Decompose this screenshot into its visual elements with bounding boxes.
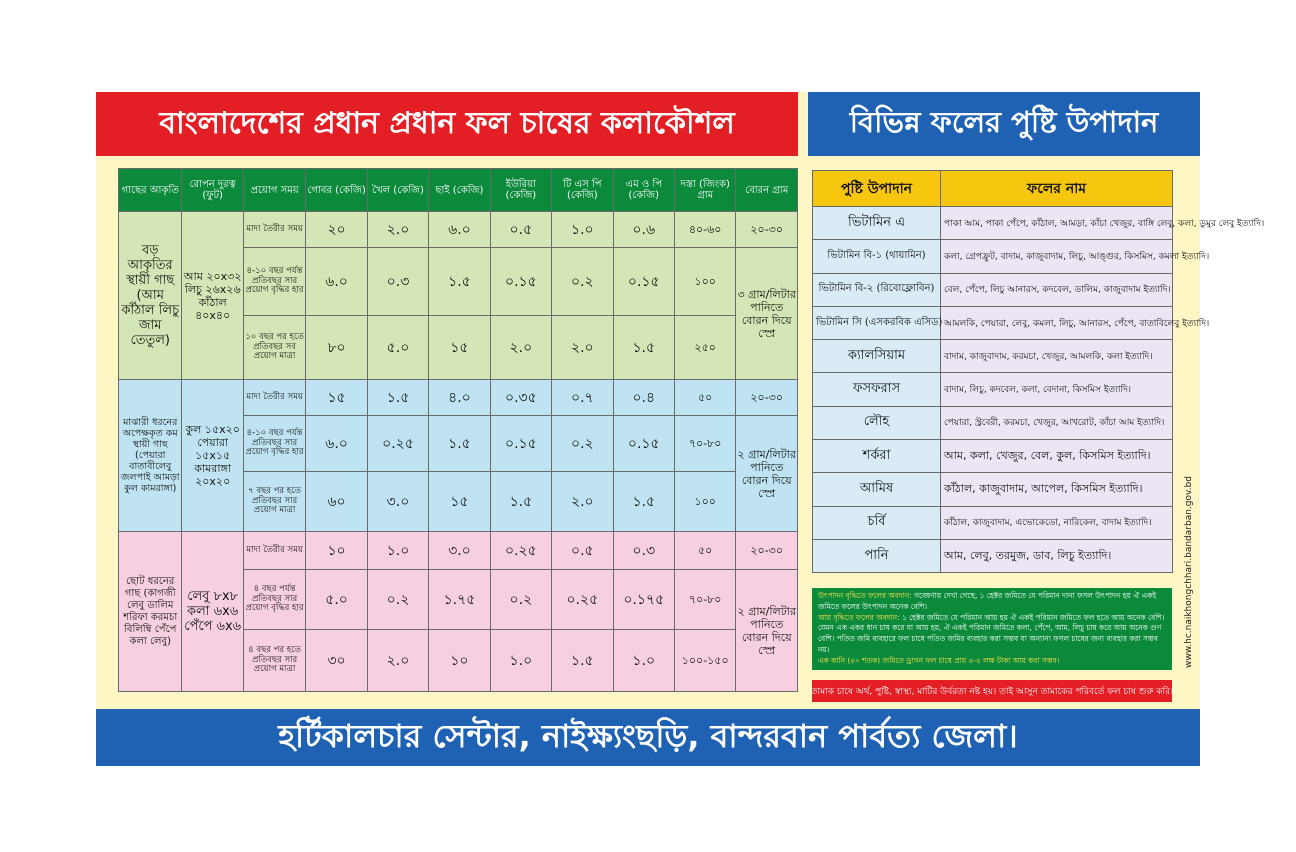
mop-value: ০.৪ [613, 380, 674, 416]
nutrient-name: ক্যালসিয়াম [813, 340, 941, 373]
production-label: উৎপাদন বৃদ্ধিতে ফলের অবদান: [818, 591, 912, 600]
cowdung-value: ৫.০ [306, 570, 367, 630]
boron-value: ২০-৩০ [736, 380, 798, 416]
header-fruit-names: ফলের নাম [941, 171, 1173, 207]
fruit-list: কাঁঠাল, কাজুবাদাম, এভোকেডো, নারিকেল, বাদাম ইত্যাদি। [941, 506, 1173, 539]
planting-spacing: কুল ১৫x২০ পেয়ারা ১৫x১৫ কামরাঙ্গা ২০x২০ [182, 380, 243, 532]
ash-value: ৬.০ [429, 212, 490, 248]
apply-time: ১০ বছর পর হতে প্রতিবছর সব প্রয়োগ মাত্রা [243, 316, 305, 380]
boron-spray: ২ গ্রাম/লিটার পানিতে বোরন দিয়ে স্প্রে [736, 416, 798, 532]
tree-category: ছোট ধরনের গাছ (কাগজী লেবু ডালিম শরিফা করমচা বিলিম্বি পেঁপে কলা লেবু) [119, 532, 182, 692]
mop-value: ০.১৫ [613, 416, 674, 472]
tsp-value: ০.২ [552, 416, 613, 472]
zinc-value: ৪০-৬০ [674, 212, 735, 248]
header-ash: ছাই (কেজি) [429, 169, 490, 212]
tsp-value: ০.৫ [552, 532, 613, 570]
nutrition-title: বিভিন্ন ফলের পুষ্টি উপাদান [808, 92, 1200, 156]
fruit-list: বাদাম, লিচু, কদবেল, কলা, বেদানা, কিসমিস ইত্যাদি। [941, 373, 1173, 406]
cowdung-value: ৬.০ [306, 416, 367, 472]
table-header-row [119, 169, 798, 212]
header-spacing: রোপন দুরত্ব (ফুট) [182, 169, 243, 212]
cowdung-value: ২০ [306, 212, 367, 248]
table-row [119, 380, 798, 416]
boron-spray: ২ গ্রাম/লিটার পানিতে বোরন দিয়ে স্প্রে [736, 570, 798, 692]
nutrient-name: লৌহ [813, 406, 941, 439]
cowdung-value: ৬০ [306, 472, 367, 532]
cowdung-value: ৩০ [306, 630, 367, 692]
dragon-fruit-note: এক কানি (৪০ শতক) জমিতে ড্রাগন ফল চাষে প্রায় ৪-৫ লক্ষ টাকা আয় করা সম্ভব। [818, 655, 1060, 665]
mop-value: ১.৫ [613, 316, 674, 380]
nutrient-name: ভিটামিন বি-১ (থায়ামিন) [813, 240, 941, 273]
ash-value: ১.৫ [429, 248, 490, 316]
nutrition-row [813, 506, 1173, 539]
urea-value: ১.০ [490, 630, 551, 692]
nutrition-row [813, 306, 1173, 339]
nutrition-row [813, 473, 1173, 506]
header-boron: বোরন গ্রাম [736, 169, 798, 212]
tobacco-warning: তামাক চাষে অর্থ, পুষ্টি, স্বাস্থ্য, মাটির উর্বরতা নষ্ট হয়। তাই আসুন তামাকের পরিবর্তে ফল চাষ শুরু করি। [812, 680, 1172, 702]
zinc-value: ৫০ [674, 380, 735, 416]
fruit-list: আমলকি, পেয়ারা, লেবু, কমলা, লিচু, আনারস, পেঁপে, বাতাবিলেবু ইত্যাদি। [941, 306, 1173, 339]
oilcake-value: ১.০ [367, 532, 428, 570]
ash-value: ১৫ [429, 316, 490, 380]
apply-time: ৪-১০ বছর পর্যন্ত প্রতিবছর সার প্রয়োগ বৃদ্ধির হার [243, 416, 305, 472]
apply-time: মাদা তৈরীর সময় [243, 212, 305, 248]
header-apply-time: প্রয়োগ সময় [243, 169, 305, 212]
production-text: গবেষণায় দেখা গেছে, ১ হেক্টর জমিতে যে পরিমান দানা ফসল উৎপাদন হয় ঐ একই জমিতে ফলের উৎপাদন অনেক বেশি। [818, 591, 1157, 611]
header-tsp: টি এস পি (কেজি) [552, 169, 613, 212]
fruit-list: বেল, পেঁপে, লিচু আনারস, কদবেল, ডালিম, কাজুবাদাম ইত্যাদি। [941, 273, 1173, 306]
mop-value: ১.০ [613, 630, 674, 692]
nutrient-name: পানি [813, 539, 941, 572]
nutrition-header-row [813, 171, 1173, 207]
fruit-list: পাকা আম, পাকা পেঁপে, কাঁঠাল, আমড়া, কাঁচা খেজুর, বাঙ্গি লেবু, কলা, ডুমুর লেবু ইত্যাদি। [941, 207, 1173, 240]
header-tree-shape: গাছের আকৃতি [119, 169, 182, 212]
boron-spray: ৩ গ্রাম/লিটার পানিতে বোরন দিয়ে স্প্রে [736, 248, 798, 380]
nutrient-name: ফসফরাস [813, 373, 941, 406]
oilcake-value: ১.৫ [367, 380, 428, 416]
urea-value: ০.৩৫ [490, 380, 551, 416]
oilcake-value: ২.০ [367, 630, 428, 692]
oilcake-value: ০.৩ [367, 248, 428, 316]
fruit-list: আম, লেবু, তরমুজ, ডাব, লিচু ইত্যাদি। [941, 539, 1173, 572]
zinc-value: ৫০ [674, 532, 735, 570]
urea-value: ০.২৫ [490, 532, 551, 570]
fruit-list: আম, কলা, খেজুর, বেল, কুল, কিসমিস ইত্যাদি। [941, 440, 1173, 473]
urea-value: ০.২ [490, 570, 551, 630]
boron-value: ২০-৩০ [736, 532, 798, 570]
nutrient-name: ভিটামিন বি-২ (রিবোফ্লোবিন) [813, 273, 941, 306]
tsp-value: ০.২ [552, 248, 613, 316]
nutrition-row [813, 207, 1173, 240]
apply-time: মাদা তৈরীর সময় [243, 532, 305, 570]
nutrition-row [813, 373, 1173, 406]
nutrition-row [813, 340, 1173, 373]
header-zinc: দস্তা (জিংক) গ্রাম [674, 169, 735, 212]
tree-category: মাঝারী ধরনের অপেক্ষকৃত কম স্থায়ী গাছ (পেয়ারা বাতাবীলেবু জলপাই আমড়া কুল কামরাঙ্গা) [119, 380, 182, 532]
mop-value: ১.৫ [613, 472, 674, 532]
urea-value: ০.১৫ [490, 416, 551, 472]
ash-value: ১৫ [429, 472, 490, 532]
tsp-value: ০.৭ [552, 380, 613, 416]
cowdung-value: ১৫ [306, 380, 367, 416]
urea-value: ০.৫ [490, 212, 551, 248]
nutrient-name: শর্করা [813, 440, 941, 473]
mop-value: ০.১৭৫ [613, 570, 674, 630]
urea-value: ২.০ [490, 316, 551, 380]
oilcake-value: ৩.০ [367, 472, 428, 532]
nutrition-row [813, 406, 1173, 439]
website-url: www.hc.naikhongchhari.bandarban.gov.bd [1184, 476, 1194, 668]
zinc-value: ৭০-৮০ [674, 570, 735, 630]
table-row [119, 532, 798, 570]
table-row [119, 212, 798, 248]
ash-value: ১.৫ [429, 416, 490, 472]
footer-title: হর্টিকালচার সেন্টার, নাইক্ষ্যংছড়ি, বান্দরবান পার্বত্য জেলা। [96, 709, 1200, 766]
planting-spacing: লেবু ৮x৮ কলা ৬x৬ পেঁপে ৬x৬ [182, 532, 243, 692]
boron-value: ২০-৩০ [736, 212, 798, 248]
fruit-list: বাদাম, কাজুবাদাম, করমচা, খেজুর, আমলকি, কলা ইত্যাদি। [941, 340, 1173, 373]
oilcake-value: ০.২ [367, 570, 428, 630]
fruit-list: পেয়ারা, স্ট্রবেরী, করমচা, খেজুর, আখরোট, কাঁচা আম ইত্যাদি। [941, 406, 1173, 439]
tsp-value: ২.০ [552, 472, 613, 532]
mop-value: ০.১৫ [613, 248, 674, 316]
tsp-value: ০.২৫ [552, 570, 613, 630]
header-mop: এম ও পি (কেজি) [613, 169, 674, 212]
main-title: বাংলাদেশের প্রধান প্রধান ফল চাষের কলাকৌশল [96, 92, 798, 156]
income-label: আয় বৃদ্ধিতে ফলের অবদান: [818, 612, 900, 622]
apply-time: ৭ বছর পর হতে প্রতিবছর সার প্রয়োগ মাত্রা [243, 472, 305, 532]
nutrient-name: ভিটামিন এ [813, 207, 941, 240]
fruit-list: কলা, গ্রেপফ্রুট, বাদাম, কাজুবাদাম, লিচু, আঙ্গুর, কিসমিস, কমলা ইত্যাদি। [941, 240, 1173, 273]
zinc-value: ২৫০ [674, 316, 735, 380]
zinc-value: ১০০ [674, 472, 735, 532]
nutrient-name: চর্বি [813, 506, 941, 539]
apply-time: ৪-১০ বছর পর্যন্ত প্রতিবছর সার প্রয়োগ বৃদ্ধির হার [243, 248, 305, 316]
zinc-value: ৭০-৮০ [674, 416, 735, 472]
cowdung-value: ৮০ [306, 316, 367, 380]
nutrition-row [813, 440, 1173, 473]
nutrient-name: আমিষ [813, 473, 941, 506]
cowdung-value: ১০ [306, 532, 367, 570]
cowdung-value: ৬.০ [306, 248, 367, 316]
apply-time: ৪ বছর পর হতে প্রতিবছর সার প্রয়োগ মাত্রা [243, 630, 305, 692]
benefits-box [812, 588, 1172, 670]
zinc-value: ১০০-১৫০ [674, 630, 735, 692]
header-urea: ইউরিয়া (কেজি) [490, 169, 551, 212]
oilcake-value: ০.২৫ [367, 416, 428, 472]
tsp-value: ১.০ [552, 212, 613, 248]
header-cowdung: গোবর (কেজি) [306, 169, 367, 212]
ash-value: ৩.০ [429, 532, 490, 570]
header-oilcake: খৈল (কেজি) [367, 169, 428, 212]
apply-time: ৪ বছর পর্যন্ত প্রতিবছর সার প্রয়োগ বৃদ্ধির হার [243, 570, 305, 630]
apply-time: মাদা তৈরীর সময় [243, 380, 305, 416]
ash-value: ৪.০ [429, 380, 490, 416]
urea-value: ০.১৫ [490, 248, 551, 316]
fertilizer-table [118, 168, 798, 692]
tsp-value: ২.০ [552, 316, 613, 380]
nutrition-row [813, 240, 1173, 273]
planting-spacing: আম ২০x৩২ লিচু ২৬x২৬ কাঁঠাল ৪০x৪০ [182, 212, 243, 380]
oilcake-value: ২.০ [367, 212, 428, 248]
income-text: ১ হেক্টর জমিতে যে পরিমান আয় হয় ঐ একই পরিমান জমিতে ফল হতে আয় অনেক বেশি। যেমন এক একর ধান চাষ করে যা আয় হয়, ঐ একই পরিমান জমিতে কলা, পেঁপে, আম, লিচু চাষ করে আয় অনেক গুণ বেশি। পতিত জমি ব্যবহারে ফল চাষে পতিত জমির ব্যবহার করা সম্ভব যা অন্যান্য ফসল চাষের জন্য ব্যবহার করা সম্ভব নয়। [818, 612, 1165, 654]
ash-value: ১.৭৫ [429, 570, 490, 630]
tree-category: বড় আকৃতির স্থায়ী গাছ (আম কাঁঠাল লিচু জাম তেতুল) [119, 212, 182, 380]
zinc-value: ১০০ [674, 248, 735, 316]
header-nutrient: পুষ্টি উপাদান [813, 171, 941, 207]
nutrition-row [813, 273, 1173, 306]
nutrient-name: ভিটামিন সি (এসকরবিক এসিড) [813, 306, 941, 339]
oilcake-value: ৫.০ [367, 316, 428, 380]
mop-value: ০.৬ [613, 212, 674, 248]
urea-value: ১.৫ [490, 472, 551, 532]
nutrition-row [813, 539, 1173, 572]
fruit-list: কাঁঠাল, কাজুবাদাম, আপেল, কিসমিস ইত্যাদি। [941, 473, 1173, 506]
ash-value: ১০ [429, 630, 490, 692]
mop-value: ০.৩ [613, 532, 674, 570]
tsp-value: ১.৫ [552, 630, 613, 692]
